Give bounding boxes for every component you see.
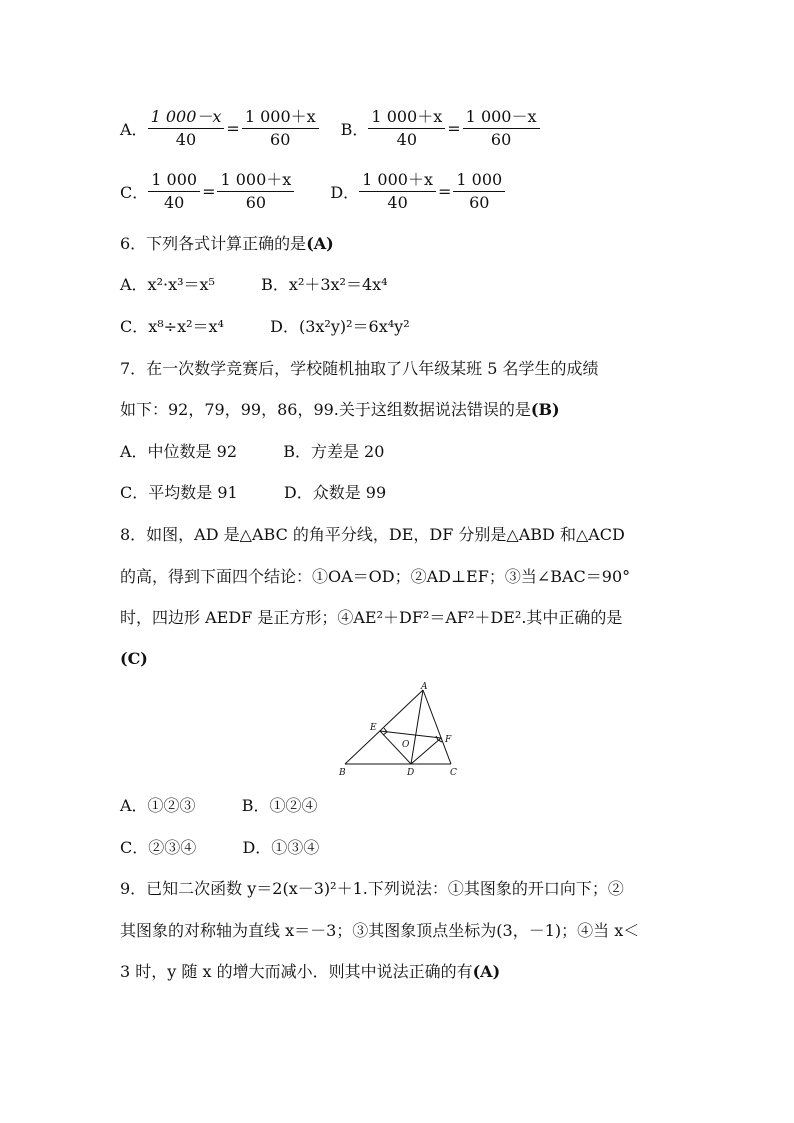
q5-option-row-ab	[120, 100, 540, 156]
label-f: F	[445, 735, 452, 745]
question-text: 6．下列各式计算正确的是	[120, 234, 307, 253]
q5-option-b-fraction-left	[368, 106, 445, 151]
segment-ad	[411, 690, 423, 764]
fraction-denominator: 40	[387, 192, 408, 212]
q8-stem-line1: 8．如图，AD 是△ABC 的角平分线，DE，DF 分别是△ABD 和△ACD	[120, 525, 625, 544]
answer-marker: (A)	[472, 962, 501, 981]
fraction-numerator: 1 000＋x	[242, 106, 319, 129]
q5-option-a-label: A．	[120, 119, 148, 139]
fraction-numerator: 1 000＋x	[217, 169, 294, 192]
q7-option-row-cd	[120, 482, 386, 504]
q7-option-b: B．方差是 20	[283, 442, 385, 461]
q7-option-row-ab	[120, 441, 384, 463]
q7-option-a: A．中位数是 92	[120, 442, 238, 461]
q6-option-row-cd	[120, 316, 410, 338]
question-text: 如下：92，79，99，86，99.关于这组数据说法错误的是	[120, 400, 531, 419]
q9-stem-line3	[120, 961, 500, 983]
equals-sign: =	[202, 181, 216, 201]
label-d: D	[407, 768, 415, 778]
q5-option-c-fraction-right	[217, 169, 294, 214]
q7-option-d: D．众数是 99	[283, 483, 387, 502]
q5-option-c-label: C．	[120, 182, 149, 202]
side-ac	[423, 690, 451, 764]
label-a: A	[421, 682, 428, 692]
q5-option-b-label: B．	[340, 119, 369, 139]
q9-stem-line1: 9．已知二次函数 y＝2(x－3)²＋1.下列说法：①其图象的开口向下；②	[120, 879, 624, 898]
q5-option-d-fraction-right	[453, 169, 505, 214]
equals-sign: =	[438, 181, 452, 201]
q6-option-a: A．x²·x³＝x⁵	[120, 275, 215, 294]
q5-option-a-fraction-left	[148, 106, 225, 151]
fraction-numerator: 1 000－x	[148, 106, 225, 129]
q9-stem-line2: 其图象的对称轴为直线 x＝－3；③其图象顶点坐标为(3，－1)；④当 x＜	[120, 921, 640, 940]
fraction-numerator: 1 000	[148, 169, 200, 192]
q8-option-row-cd	[120, 837, 319, 859]
q5-option-a-fraction-right	[242, 106, 319, 151]
q8-option-c: C．②③④	[120, 838, 197, 857]
fraction-numerator: 1 000	[453, 169, 505, 192]
fraction-denominator: 60	[490, 129, 512, 149]
q7-stem-line1: 7．在一次数学竞赛后，学校随机抽取了八年级某班 5 名学生的成绩	[120, 359, 599, 378]
fraction-denominator: 40	[163, 192, 185, 212]
fraction-denominator: 40	[175, 129, 197, 149]
segment-ef	[380, 731, 441, 738]
q8-option-d: D．①③④	[242, 838, 320, 857]
equals-sign: =	[226, 118, 240, 138]
answer-marker: (A)	[306, 234, 334, 253]
fraction-denominator: 60	[245, 192, 267, 212]
answer-marker: (B)	[530, 400, 560, 419]
fraction-denominator: 60	[469, 192, 490, 212]
q8-stem-line2: 的高，得到下面四个结论：①OA＝OD；②AD⊥EF；③当∠BAC＝90°	[120, 567, 631, 586]
q6-stem	[120, 233, 334, 255]
q6-option-row-ab	[120, 274, 388, 296]
q7-option-c: C．平均数是 91	[120, 483, 238, 502]
label-o: O	[402, 740, 410, 750]
fraction-denominator: 40	[396, 129, 418, 149]
q5-option-row-cd	[120, 163, 505, 219]
q6-option-d: D．(3x²y)²＝6x⁴y²	[270, 317, 410, 336]
q5-option-d-label: D．	[330, 182, 360, 202]
q6-option-b: B．x²＋3x²＝4x⁴	[261, 275, 388, 294]
label-b: B	[339, 768, 346, 778]
side-ab	[345, 690, 423, 764]
q5-option-d-fraction-left	[359, 169, 436, 214]
q7-stem-line2	[120, 399, 560, 421]
fraction-numerator: 1 000－x	[463, 106, 540, 129]
fraction-numerator: 1 000＋x	[368, 106, 445, 129]
triangle-figure	[335, 680, 465, 778]
equals-sign: =	[447, 118, 461, 138]
q8-answer: (C)	[120, 649, 148, 668]
fraction-denominator: 60	[270, 129, 291, 149]
question-text: 3 时，y 随 x 的增大而减小．则其中说法正确的有	[120, 962, 473, 981]
q5-option-b-fraction-right	[463, 106, 540, 151]
q8-option-b: B．①②④	[241, 796, 318, 815]
label-e: E	[370, 723, 377, 733]
q8-option-a: A．①②③	[120, 796, 196, 815]
fraction-numerator: 1 000＋x	[359, 169, 436, 192]
label-c: C	[450, 768, 457, 778]
q6-option-c: C．x⁸÷x²＝x⁴	[120, 317, 224, 336]
q8-option-row-ab	[120, 795, 318, 817]
q8-stem-line3: 时，四边形 AEDF 是正方形；④AE²＋DF²＝AF²＋DE².其中正确的是	[120, 608, 623, 627]
segment-df	[411, 738, 441, 764]
q5-option-c-fraction-left	[148, 169, 200, 214]
